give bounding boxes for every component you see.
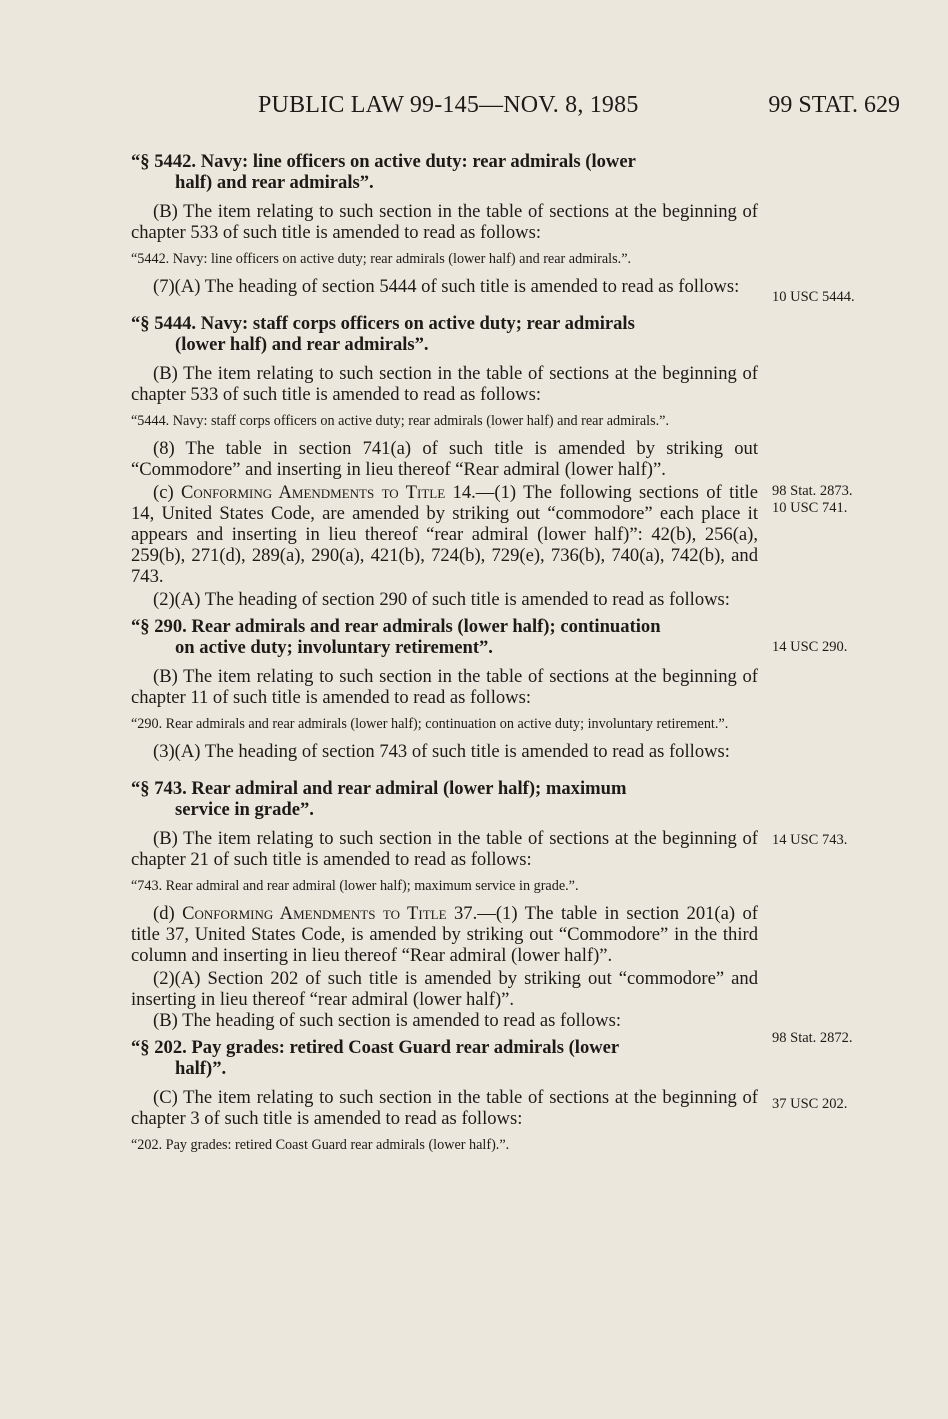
margin-note: 98 Stat. 2873.	[772, 483, 853, 499]
paragraph-c: (c) Conforming Amendments to Title 14.—(1) The following sections of title 14, United States Code, are amended by striking out “commodore” each place it appears and inserting in lieu thereof “rear admiral (lower half)”: 42(b), 256(a), 259(b), 271(d), 289(a), 290(a), 421(b), 724(b), 729(e), 736(b), 740(a), 742(b), and 743.	[131, 482, 758, 587]
page-header	[258, 92, 900, 122]
paragraph: (3)(A) The heading of section 743 of such title is amended to read as follows:	[153, 741, 730, 762]
margin-note: 14 USC 743.	[772, 832, 848, 848]
paragraph-d: (d) Conforming Amendments to Title 37.—(1) The table in section 201(a) of title 37, United States Code, is amended by striking out “Commodore” in the third column and inserting in lieu thereof “Rear admiral (lower half)”.	[131, 903, 758, 966]
paragraph: (8) The table in section 741(a) of such title is amended by striking out “Commodore” and inserting in lieu thereof “Rear admiral (lower half)”.	[131, 438, 758, 480]
section-heading-5442: “§ 5442. Navy: line officers on active duty: rear admirals (lower half) and rear admirals”.	[131, 151, 636, 193]
table-item-5444: “5444. Navy: staff corps officers on active duty; rear admirals (lower half) and rear admirals.”.	[131, 413, 669, 429]
header-title: PUBLIC LAW 99-145—NOV. 8, 1985	[258, 92, 639, 118]
margin-note: 98 Stat. 2872.	[772, 1030, 853, 1046]
paragraph: (2)(A) Section 202 of such title is amended by striking out “commodore” and inserting in lieu thereof “rear admiral (lower half)”.	[131, 968, 758, 1010]
section-heading-290: “§ 290. Rear admirals and rear admirals (lower half); continuation on active duty; involuntary retirement”.	[131, 616, 661, 658]
paragraph: (B) The item relating to such section in the table of sections at the beginning of chapter 11 of such title is amended to read as follows:	[131, 666, 758, 708]
margin-note: 10 USC 741.	[772, 500, 848, 516]
paragraph: (2)(A) The heading of section 290 of such title is amended to read as follows:	[153, 589, 730, 610]
table-item-5442: “5442. Navy: line officers on active duty; rear admirals (lower half) and rear admirals.”.	[131, 251, 632, 267]
table-item-290: “290. Rear admirals and rear admirals (lower half); continuation on active duty; involuntary retirement.”.	[131, 716, 729, 732]
section-heading-202: “§ 202. Pay grades: retired Coast Guard rear admirals (lower half)”.	[131, 1037, 620, 1079]
header-stat-citation: 99 STAT. 629	[768, 92, 900, 118]
paragraph: (B) The heading of such section is amended to read as follows:	[153, 1010, 621, 1031]
paragraph: (C) The item relating to such section in the table of sections at the beginning of chapter 3 of such title is amended to read as follows:	[131, 1087, 758, 1129]
paragraph: (B) The item relating to such section in the table of sections at the beginning of chapter 533 of such title is amended to read as follows:	[131, 363, 758, 405]
section-heading-5444: “§ 5444. Navy: staff corps officers on active duty; rear admirals (lower half) and rear admirals”.	[131, 313, 635, 355]
table-item-743: “743. Rear admiral and rear admiral (lower half); maximum service in grade.”.	[131, 878, 579, 894]
paragraph: (B) The item relating to such section in the table of sections at the beginning of chapter 21 of such title is amended to read as follows:	[131, 828, 758, 870]
margin-note: 37 USC 202.	[772, 1096, 848, 1112]
document-body	[131, 145, 758, 1162]
section-heading-743: “§ 743. Rear admiral and rear admiral (lower half); maximum service in grade”.	[131, 778, 627, 820]
table-item-202: “202. Pay grades: retired Coast Guard rear admirals (lower half).”.	[131, 1137, 510, 1153]
paragraph: (B) The item relating to such section in the table of sections at the beginning of chapter 533 of such title is amended to read as follows:	[131, 201, 758, 243]
margin-note: 14 USC 290.	[772, 639, 848, 655]
paragraph: (7)(A) The heading of section 5444 of such title is amended to read as follows:	[153, 276, 740, 297]
margin-note: 10 USC 5444.	[772, 289, 855, 305]
